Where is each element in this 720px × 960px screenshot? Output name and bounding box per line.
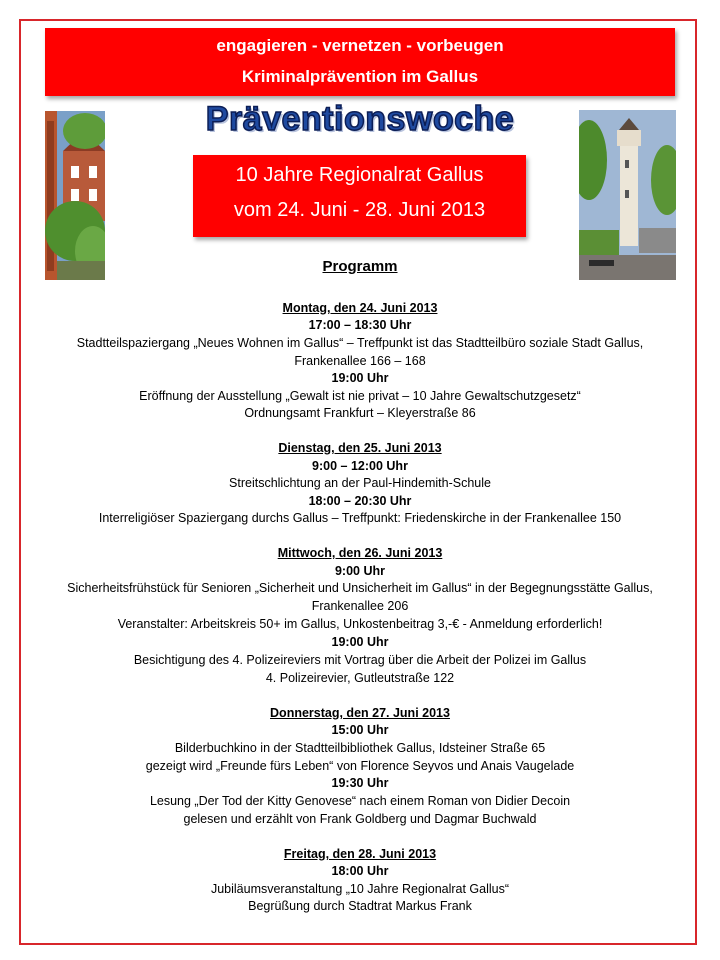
time-label: 19:00 Uhr — [331, 635, 389, 649]
day-heading: Mittwoch, den 26. Juni 2013 — [277, 546, 443, 560]
day-heading: Montag, den 24. Juni 2013 — [282, 301, 438, 315]
event-text: gelesen und erzählt von Frank Goldberg und Dagmar Buchwald — [183, 812, 537, 826]
day-heading: Freitag, den 28. Juni 2013 — [283, 847, 437, 861]
time-label: 18:00 Uhr — [331, 864, 389, 878]
event-text: gezeigt wird „Freunde fürs Leben“ von Florence Seyvos und Anais Vaugelade — [145, 759, 575, 773]
time-label: 19:30 Uhr — [331, 776, 389, 790]
event-text: Veranstalter: Arbeitskreis 50+ im Gallus, Unkostenbeitrag 3,-€ - Anmeldung erforderlich! — [117, 617, 603, 631]
right-photo — [579, 110, 676, 280]
event-text: Eröffnung der Ausstellung „Gewalt ist nie privat – 10 Jahre Gewaltschutzgesetz“ — [139, 389, 581, 403]
left-photo — [45, 111, 105, 280]
event-text: Ordnungsamt Frankfurt – Kleyerstraße 86 — [244, 406, 476, 420]
event-text: Streitschlichtung an der Paul-Hindemith-Schule — [229, 476, 491, 490]
time-label: 9:00 – 12:00 Uhr — [312, 459, 408, 473]
motto-line: engagieren - vernetzen - vorbeugen — [216, 36, 504, 55]
event-text: Frankenallee 166 – 168 — [294, 354, 426, 368]
anniversary-line: 10 Jahre Regionalrat Gallus — [235, 164, 484, 186]
time-label: 9:00 Uhr — [334, 564, 386, 578]
event-text: Jubiläumsveranstaltung „10 Jahre Regionalrat Gallus“ — [210, 882, 510, 896]
event-text: Besichtigung des 4. Polizeireviers mit Vortrag über die Arbeit der Polizei im Gallus — [133, 653, 587, 667]
event-text: Stadtteilspaziergang „Neues Wohnen im Gallus“ – Treffpunkt ist das Stadtteilbüro soziale Stadt Gallus, — [76, 336, 644, 350]
event-banner — [193, 155, 526, 237]
day-heading: Donnerstag, den 27. Juni 2013 — [270, 706, 450, 720]
day-heading: Dienstag, den 25. Juni 2013 — [278, 441, 442, 455]
date-range-line: vom 24. Juni - 28. Juni 2013 — [233, 199, 486, 221]
time-label: 17:00 – 18:30 Uhr — [308, 318, 412, 332]
time-label: 19:00 Uhr — [331, 371, 389, 385]
event-text: Bilderbuchkino in der Stadtteilbibliothek Gallus, Idsteiner Straße 65 — [174, 741, 546, 755]
event-text: Lesung „Der Tod der Kitty Genovese“ nach einem Roman von Didier Decoin — [149, 794, 571, 808]
event-text: Interreligiöser Spaziergang durchs Gallus – Treffpunkt: Friedenskirche in der Frankenallee 150 — [98, 511, 622, 525]
event-text: Begrüßung durch Stadtrat Markus Frank — [248, 899, 472, 913]
program-heading: Programm — [322, 258, 398, 275]
motto-banner — [45, 28, 675, 96]
time-label: 15:00 Uhr — [331, 723, 389, 737]
subtitle-line: Kriminalprävention im Gallus — [241, 67, 479, 86]
event-text: Frankenallee 206 — [311, 599, 409, 613]
event-text: 4. Polizeirevier, Gutleutstraße 122 — [265, 671, 455, 685]
page-title: Präventionswoche — [205, 100, 515, 138]
event-text: Sicherheitsfrühstück für Senioren „Sicherheit und Unsicherheit im Gallus“ in der Begegnungsstätte Gallus, — [67, 581, 653, 595]
time-label: 18:00 – 20:30 Uhr — [308, 494, 412, 508]
